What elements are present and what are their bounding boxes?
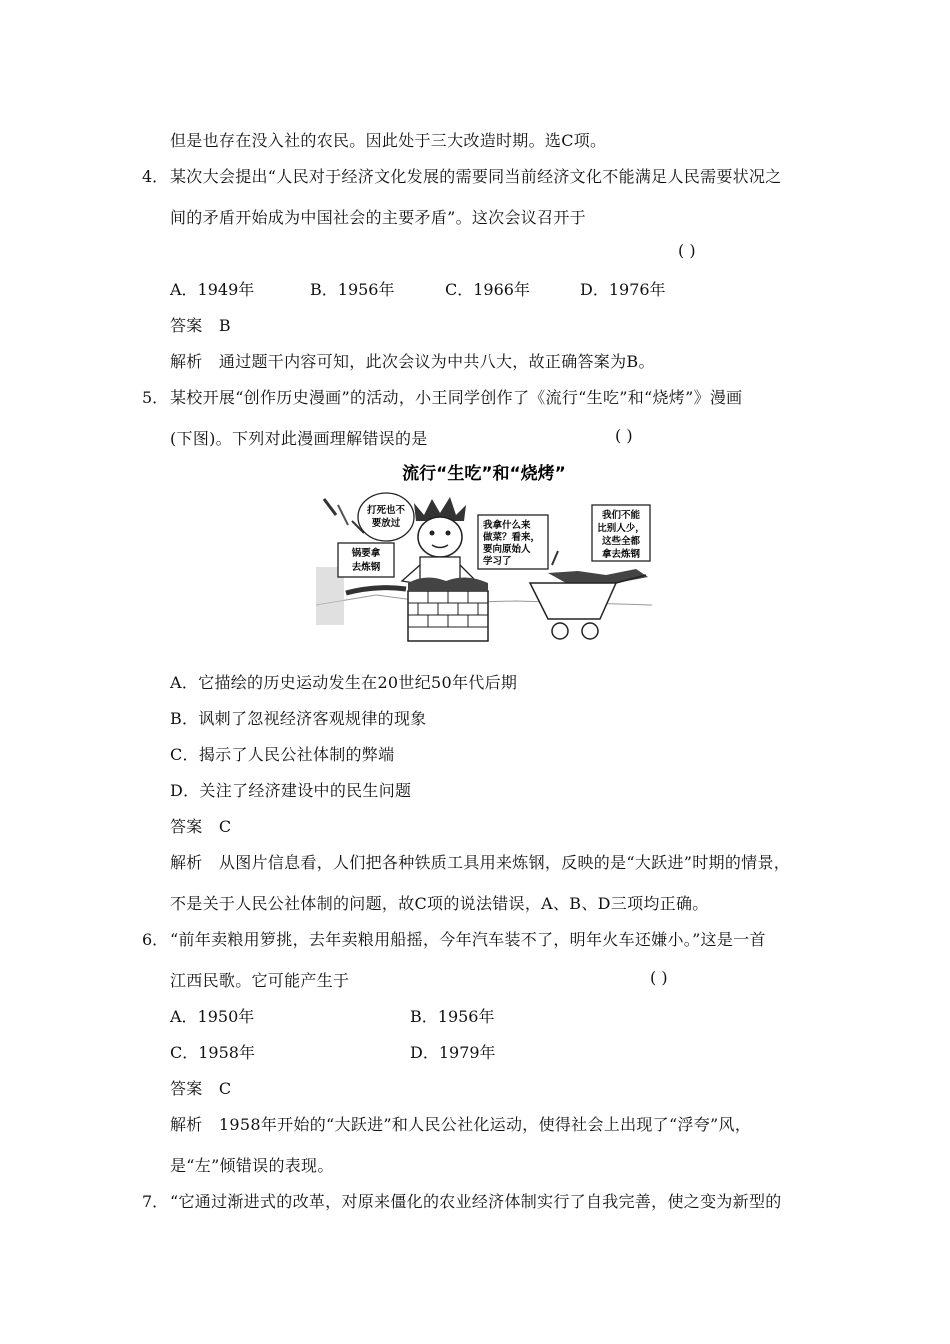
answer-blank: ( ) — [678, 241, 696, 260]
option-c: C．揭示了人民公社体制的弊端 — [170, 745, 395, 764]
question-number: 6． — [142, 930, 169, 949]
option-b: B．1956年 — [310, 280, 395, 299]
cartoon-image — [316, 455, 652, 647]
question-stem: 间的矛盾开始成为中国社会的主要矛盾”。这次会议召开于 — [170, 208, 586, 227]
explanation: 是“左”倾错误的表现。 — [170, 1156, 334, 1175]
question-stem: (下图)。下列对此漫画理解错误的是 — [170, 429, 428, 448]
text-line: 但是也存在没入社的农民。因此处于三大改造时期。选C项。 — [170, 131, 607, 150]
question-stem: 某校开展“创作历史漫画”的活动，小王同学创作了《流行“生吃”和“烧烤”》漫画 — [170, 388, 743, 407]
bubble-line: 这些全都 — [601, 536, 641, 547]
option-a: A．它描绘的历史运动发生在20世纪50年代后期 — [170, 673, 518, 692]
bubble-line: 学习了 — [483, 556, 512, 567]
question-number: 4． — [142, 167, 169, 186]
question-stem: 江西民歌。它可能产生于 — [170, 971, 350, 990]
bubble-line: 拿去炼钢 — [601, 549, 641, 560]
option-b: B．讽刺了忽视经济客观规律的现象 — [170, 709, 427, 728]
option-d: D．1976年 — [580, 280, 666, 299]
answer-blank: ( ) — [615, 426, 633, 445]
question-stem: “前年卖粮用箩挑，去年卖粮用船摇，今年汽车装不了，明年火车还嫌小。”这是一首 — [170, 930, 766, 949]
explanation: 解析 1958年开始的“大跃进”和人民公社化运动，使得社会上出现了“浮夸”风， — [170, 1115, 752, 1134]
option-c: C．1966年 — [445, 280, 530, 299]
option-d: D．1979年 — [410, 1043, 496, 1062]
speech-bubble — [358, 493, 414, 541]
option-a: A．1949年 — [170, 280, 255, 299]
bubble-line: 要放过 — [371, 518, 401, 529]
bubble-line: 要向原始人 — [483, 544, 531, 555]
cartoon-svg — [316, 455, 652, 647]
question-stem: “它通过渐进式的改革，对原来僵化的农业经济体制实行了自我完善，使之变为新型的 — [170, 1192, 782, 1211]
question-stem: 某次大会提出“人民对于经济文化发展的需要同当前经济文化不能满足人民需要状况之 — [170, 167, 782, 186]
explanation: 解析 通过题干内容可知，此次会议为中共八大，故正确答案为B。 — [170, 352, 655, 371]
question-number: 5． — [142, 388, 169, 407]
cartoon-title: 流行“生吃”和“烧烤” — [402, 464, 566, 484]
question-number: 7． — [142, 1192, 169, 1211]
bubble-line: 去炼钢 — [351, 562, 381, 573]
explanation: 不是关于人民公社体制的问题，故C项的说法错误，A、B、D三项均正确。 — [170, 894, 709, 913]
option-a: A．1950年 — [170, 1007, 255, 1026]
bubble-line: 锅要拿 — [351, 548, 381, 559]
answer: 答案 C — [170, 1079, 232, 1098]
furnace — [346, 577, 488, 641]
option-d: D．关注了经济建设中的民生问题 — [170, 781, 412, 800]
answer: 答案 C — [170, 817, 232, 836]
bubble-line: 我拿什么来 — [483, 520, 531, 531]
bubble-line: 做菜？看来， — [483, 532, 541, 543]
bubble-line: 打死也不 — [366, 505, 406, 516]
bubble-line: 我们不能 — [601, 510, 641, 521]
option-c: C．1958年 — [170, 1043, 255, 1062]
option-b: B．1956年 — [410, 1007, 495, 1026]
explanation: 解析 从图片信息看，人们把各种铁质工具用来炼钢，反映的是“大跃进”时期的情景， — [170, 853, 791, 872]
answer: 答案 B — [170, 316, 231, 335]
bubble-line: 比别人少， — [597, 523, 645, 534]
answer-blank: ( ) — [650, 968, 668, 987]
